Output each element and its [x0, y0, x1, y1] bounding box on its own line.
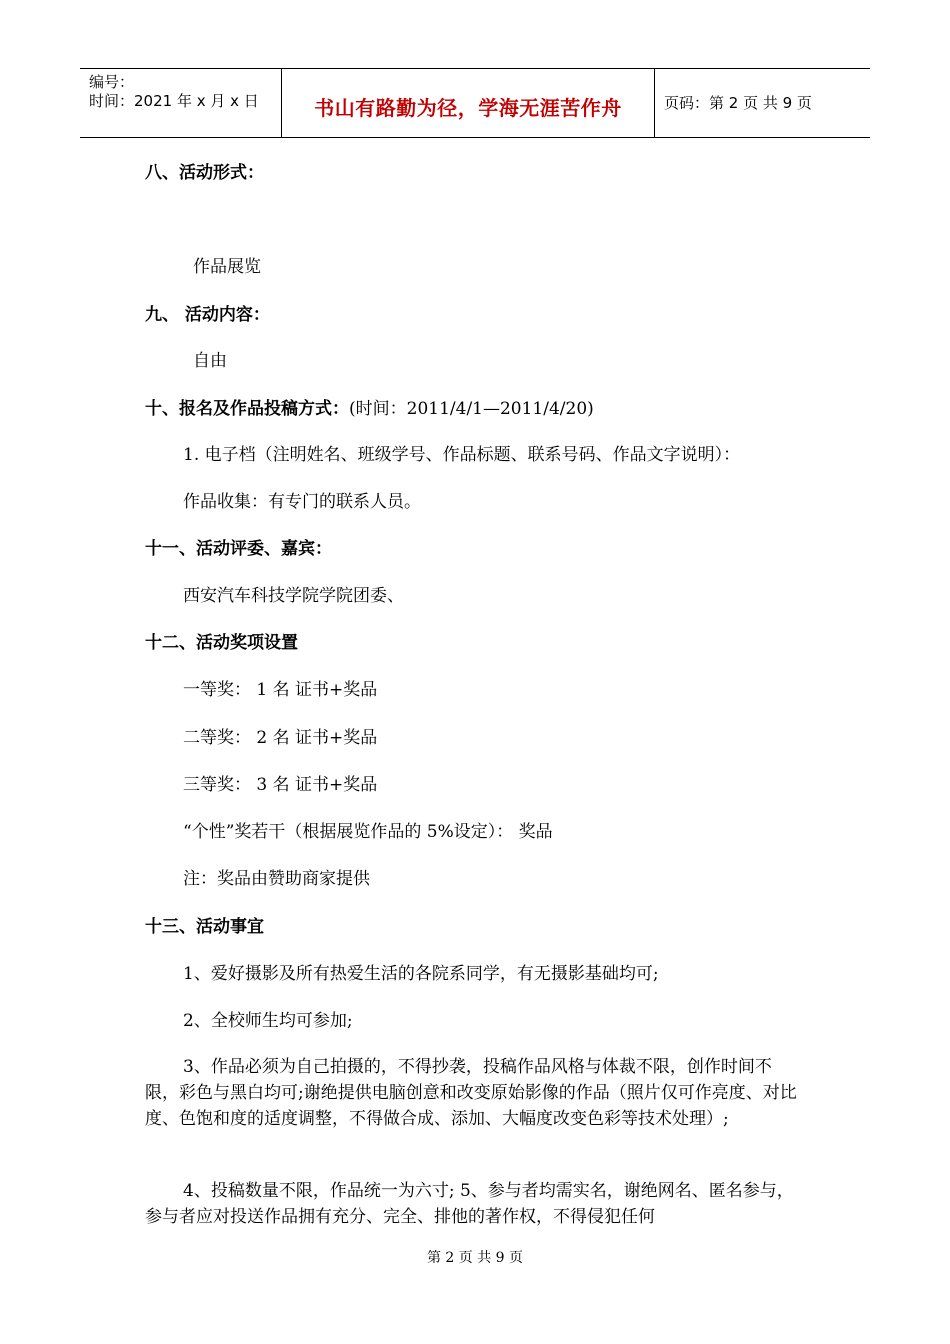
document-number-label: 编号：: [89, 73, 135, 91]
section-11-body: 西安汽车科技学院学院团委、: [183, 586, 404, 606]
prize-third: 三等奖： 3 名 证书+奖品: [183, 775, 378, 795]
section-10-line-2: 作品收集：有专门的联系人员。: [183, 492, 421, 512]
header-page-cell: [654, 69, 870, 137]
section-10-title: [145, 396, 594, 422]
section-8-title: 八、活动形式：: [145, 163, 264, 183]
prize-first: 一等奖： 1 名 证书+奖品: [183, 680, 378, 700]
section-10-time: (时间：2011/4/1—2011/4/20): [349, 399, 594, 419]
document-date-label: 时间：2021 年 x 月 x 日: [89, 92, 259, 110]
rule-item-1: 1、爱好摄影及所有热爱生活的各院系同学，有无摄影基础均可;: [183, 964, 659, 984]
section-9-body: 自由: [193, 351, 227, 371]
section-9-title: 九、 活动内容：: [145, 305, 270, 325]
rule-item-2: 2、全校师生均可参加;: [183, 1011, 353, 1031]
rule-item-4: 4、投稿数量不限，作品统一为六寸; 5、参与者均需实名，谢绝网名、匿名参与，参与者应对投送作品拥有充分、完全、排他的著作权，不得侵犯任何: [145, 1181, 794, 1227]
header-motto-cell: [281, 69, 655, 137]
header-meta-cell: [80, 69, 281, 137]
section-8-body: 作品展览: [193, 257, 261, 277]
section-10-line-1: 1. 电子档（注明姓名、班级学号、作品标题、联系号码、作品文字说明）：: [183, 445, 741, 465]
page-footer: 第 2 页 共 9 页: [426, 1250, 524, 1266]
section-12-title: 十二、活动奖项设置: [145, 633, 298, 653]
header-page-number: 页码：第 2 页 共 9 页: [664, 94, 812, 112]
page-header: [80, 68, 870, 138]
header-motto: 书山有路勤为径，学海无涯苦作舟: [314, 96, 622, 120]
section-11-title: 十一、活动评委、嘉宾：: [145, 539, 332, 559]
prize-note: 注：奖品由赞助商家提供: [183, 869, 370, 889]
prize-second: 二等奖： 2 名 证书+奖品: [183, 728, 378, 748]
section-10-title-text: 十、报名及作品投稿方式：: [145, 399, 349, 419]
section-13-title: 十三、活动事宜: [145, 917, 264, 937]
prize-special: “个性”奖若干（根据展览作品的 5%设定）： 奖品: [183, 822, 553, 842]
rule-item-3: 3、作品必须为自己拍摄的，不得抄袭，投稿作品风格与体裁不限，创作时间不限，彩色与黑白均可;谢绝提供电脑创意和改变原始影像的作品（照片仅可作亮度、对比度、色饱和度的适度调整，不得做合成、添加、大幅度改变色彩等技术处理）;: [145, 1057, 797, 1129]
